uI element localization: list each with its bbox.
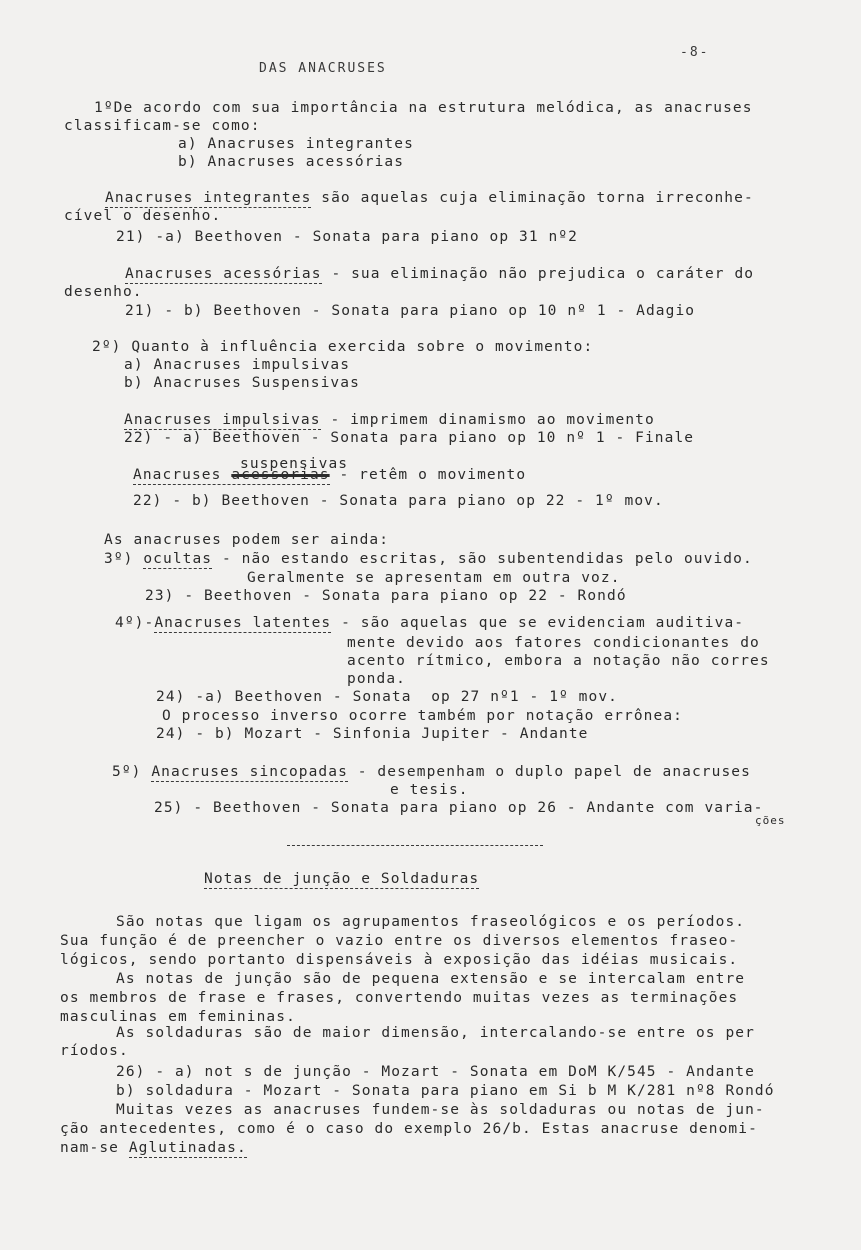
notas-p1-line1: São notas que ligam os agrupamentos fraseológicos e os períodos.: [116, 914, 746, 930]
struck-word: acessorias: [231, 467, 330, 483]
inverse-process-note: O processo inverso ocorre também por notação errônea:: [162, 708, 683, 724]
ocultas-definition-line2: Geralmente se apresentam em outra voz.: [247, 570, 621, 586]
sincopadas-definition-line1: 5º) Anacruses sincopadas - desempenham o duplo papel de anacruses: [112, 764, 751, 780]
example-26a: 26) - a) not s de junção - Mozart - Sonata em DoM K/545 - Andante: [116, 1064, 755, 1080]
acessorias-definition-line2: desenho.: [64, 284, 143, 300]
notas-p3-line1: As soldaduras são de maior dimensão, intercalando-se entre os per: [116, 1025, 755, 1041]
example-25-tail: ções: [755, 814, 786, 827]
sec1-item-b: b) Anacruses acessórias: [178, 154, 405, 170]
notas-p3-line2: ríodos.: [60, 1043, 129, 1059]
notas-p1-line3: lógicos, sendo portanto dispensáveis à exposição das idéias musicais.: [60, 952, 739, 968]
notas-p4-line3: nam-se Aglutinadas.: [60, 1140, 247, 1156]
latentes-definition-line2: mente devido aos fatores condicionantes do: [347, 635, 760, 651]
latentes-term: Anacruses latentes: [154, 615, 332, 631]
example-23: 23) - Beethoven - Sonata para piano op 22 - Rondó: [145, 588, 627, 604]
notas-p2-line2: os membros de frase e frases, convertendo muitas vezes as terminações: [60, 990, 739, 1006]
example-24b: 24) - b) Mozart - Sinfonia Jupiter - Andante: [156, 726, 589, 742]
sec1-intro-line2: classificam-se como:: [64, 118, 261, 134]
notas-p1-line2: Sua função é de preencher o vazio entre os diversos elementos fraseo-: [60, 933, 739, 949]
sincopadas-term: Anacruses sincopadas: [151, 764, 348, 780]
notas-p4-line1: Muitas vezes as anacruses fundem-se às soldaduras ou notas de jun-: [116, 1102, 765, 1118]
ocultas-term: ocultas: [143, 551, 213, 567]
impulsivas-term: Anacruses impulsivas: [124, 412, 321, 428]
example-22a: 22) - a) Beethoven - Sonata para piano op 10 nº 1 - Finale: [124, 430, 695, 446]
latentes-definition-line1: 4º)-Anacruses latentes - são aquelas que se evidenciam auditiva-: [115, 615, 745, 631]
page-number: -8-: [680, 45, 710, 60]
integrantes-definition-line2: cível o desenho.: [64, 208, 222, 224]
integrantes-definition-line1: Anacruses integrantes são aquelas cuja eliminação torna irreconhe-: [105, 190, 754, 206]
sec1-item-a: a) Anacruses integrantes: [178, 136, 414, 152]
sec1-intro-line1: 1ºDe acordo com sua importância na estrutura melódica, as anacruses: [94, 100, 753, 116]
section-divider: [287, 845, 543, 846]
example-22b: 22) - b) Beethoven - Sonata para piano op 22 - 1º mov.: [133, 493, 664, 509]
suspensivas-term: Anacruses acessorias: [133, 467, 330, 483]
integrantes-term: Anacruses integrantes: [105, 190, 312, 206]
acessorias-term: Anacruses acessórias: [125, 266, 322, 282]
page-title: DAS ANACRUSES: [259, 61, 387, 76]
sincopadas-definition-line2: e tesis.: [390, 782, 469, 798]
ocultas-definition-line1: 3º) ocultas - não estando escritas, são subentendidas pelo ouvido.: [104, 551, 753, 567]
suspensivas-insertion: suspensivas: [240, 456, 349, 472]
example-25: 25) - Beethoven - Sonata para piano op 26 - Andante com varia-: [154, 800, 764, 816]
example-21b: 21) - b) Beethoven - Sonata para piano op 10 nº 1 - Adagio: [125, 303, 696, 319]
example-26b: b) soldadura - Mozart - Sonata para piano em Si b M K/281 nº8 Rondó: [116, 1083, 775, 1099]
sec2-intro: 2º) Quanto à influência exercida sobre o movimento:: [92, 339, 594, 355]
acessorias-definition-line1: Anacruses acessórias - sua eliminação não prejudica o caráter do: [125, 266, 755, 282]
notas-p4-line2: ção antecedentes, como é o caso do exemplo 26/b. Estas anacruse denomi-: [60, 1121, 758, 1137]
latentes-definition-line4: ponda.: [347, 671, 406, 687]
sec3-intro: As anacruses podem ser ainda:: [104, 532, 390, 548]
example-21a: 21) -a) Beethoven - Sonata para piano op 31 nº2: [116, 229, 578, 245]
notas-p2-line3: masculinas em femininas.: [60, 1009, 296, 1025]
aglutinadas-term: Aglutinadas.: [128, 1140, 247, 1156]
notas-section-title: Notas de junção e Soldaduras: [204, 871, 480, 887]
sec2-item-b: b) Anacruses Suspensivas: [124, 375, 360, 391]
impulsivas-definition: Anacruses impulsivas - imprimem dinamismo ao movimento: [124, 412, 655, 428]
sec2-item-a: a) Anacruses impulsivas: [124, 357, 351, 373]
example-24a: 24) -a) Beethoven - Sonata op 27 nº1 - 1º mov.: [156, 689, 618, 705]
notas-p2-line1: As notas de junção são de pequena extensão e se intercalam entre: [116, 971, 746, 987]
latentes-definition-line3: acento rítmico, embora a notação não corres: [347, 653, 770, 669]
suspensivas-definition: Anacruses acessorias - retêm o movimento: [133, 467, 527, 483]
